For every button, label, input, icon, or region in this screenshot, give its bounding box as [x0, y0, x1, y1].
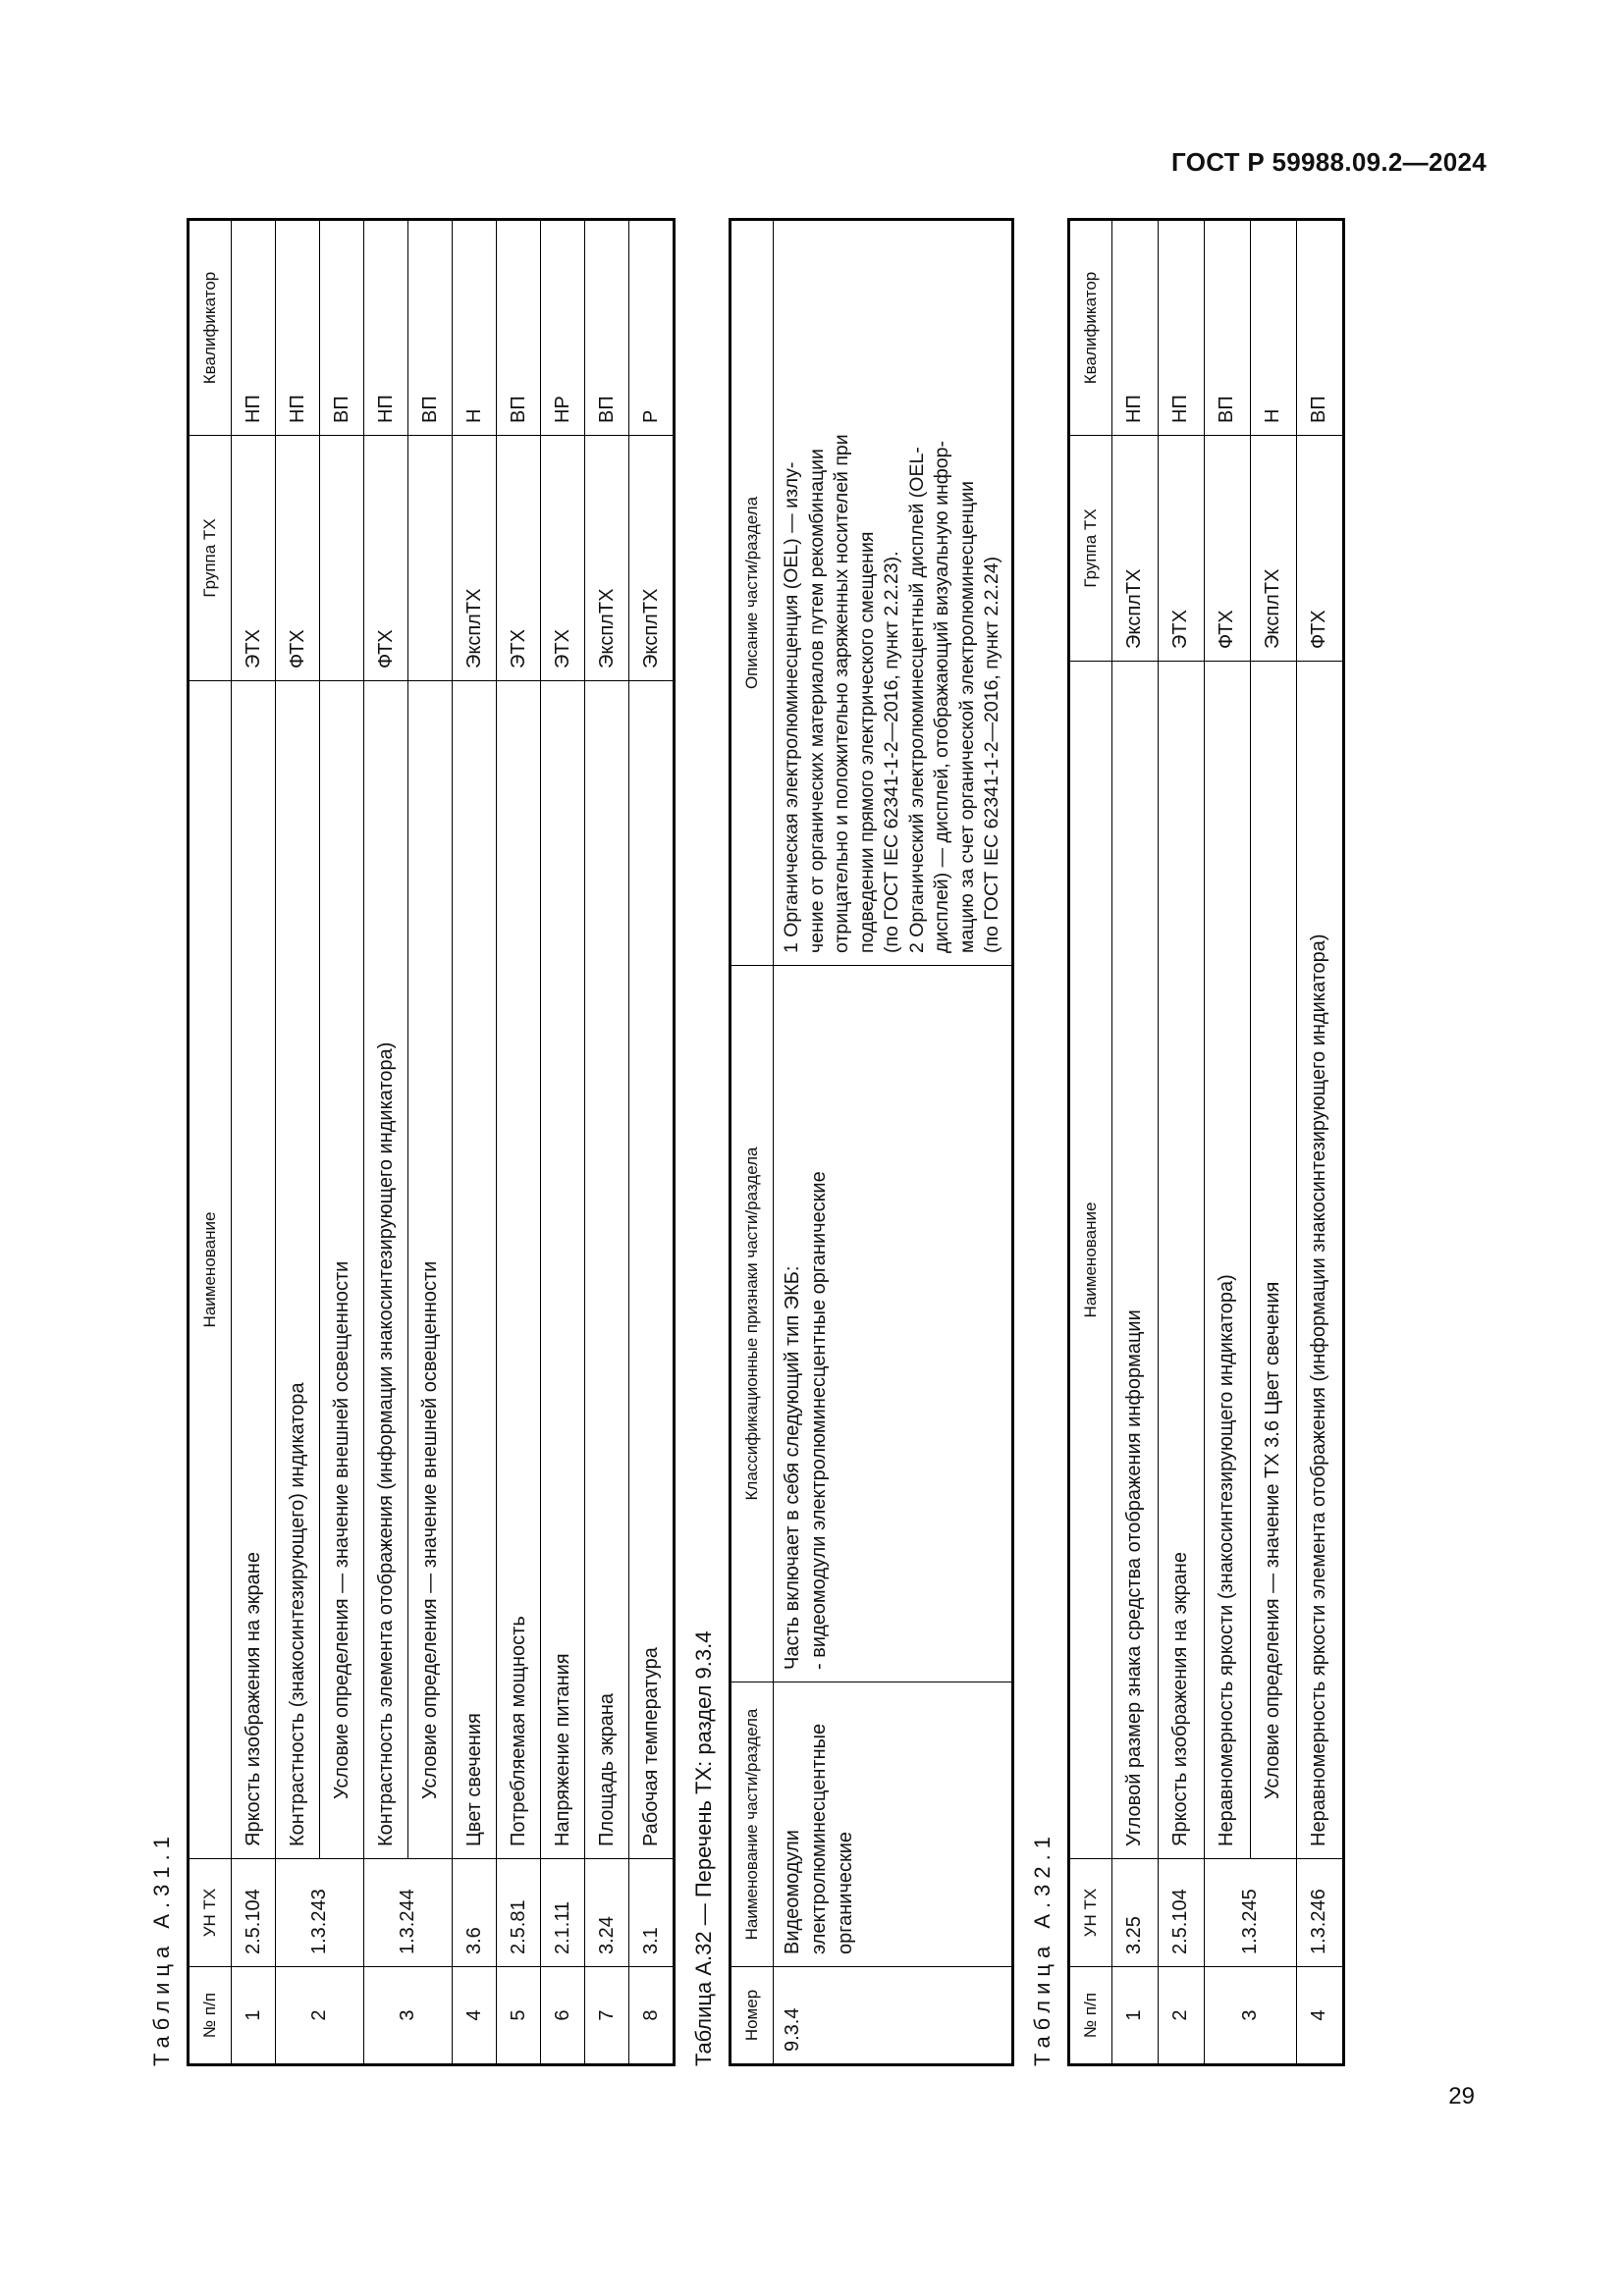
cell-num: 3	[1204, 1967, 1296, 2065]
table-row	[320, 220, 364, 2065]
col-header: № п/п	[189, 1967, 232, 2065]
table-row	[541, 220, 585, 2065]
document-code: ГОСТ Р 59988.09.2—2024	[1171, 147, 1487, 177]
cell-qual: НП	[1158, 220, 1204, 436]
cell-name: Яркость изображения на экране	[1158, 662, 1204, 1859]
table-row	[1111, 220, 1158, 2065]
cell-group: ФТХ	[276, 436, 320, 681]
cell-name: Неравномерность яркости элемента отображения (информации знакосинтезирующего индикатора)	[1296, 662, 1343, 1859]
col-header: Наименование	[189, 681, 232, 1859]
col-header: Номер	[731, 1967, 774, 2065]
cell-section-name: Видеомодули электролюминесцентные органические	[774, 1682, 1013, 1967]
table-row	[408, 220, 453, 2065]
col-header: Классификационные признаки части/раздела	[731, 966, 774, 1682]
cell-group	[408, 436, 453, 681]
description-line: дисплей) — дисплей, отображающий визуальную инфор-	[931, 441, 952, 953]
cell-num: 5	[497, 1967, 541, 2065]
table-a31-1-caption: Таблица А.31.1	[149, 1831, 174, 2066]
cell-name: Условие определения — значение ТХ 3.6 Цвет свечения	[1250, 662, 1296, 1859]
cell-group: ФТХ	[364, 436, 408, 681]
cell-num: 1	[1111, 1967, 1158, 2065]
cell-name: Неравномерность яркости (знакосинтезирующего индикатора)	[1204, 662, 1250, 1859]
col-header: Группа ТХ	[189, 436, 232, 681]
table-row	[232, 220, 276, 2065]
cell-un: 3.6	[453, 1859, 497, 1967]
table-row	[629, 220, 675, 2065]
cell-qual: ВП	[320, 220, 364, 436]
description-line: чение от органических материалов путем рекомбинации	[805, 449, 828, 953]
cell-name: Угловой размер знака средства отображения информации	[1111, 662, 1158, 1859]
table-a32-1	[1067, 218, 1345, 2066]
cell-num: 6	[541, 1967, 585, 2065]
cell-qual: НП	[232, 220, 276, 436]
table-row	[1296, 220, 1343, 2065]
table-row	[364, 220, 408, 2065]
col-header: Группа ТХ	[1068, 436, 1111, 662]
table-row	[276, 220, 320, 2065]
cell-qual: НП	[364, 220, 408, 436]
cell-qual: ВП	[585, 220, 629, 436]
col-header: Наименование	[1068, 662, 1111, 1859]
table-a32-1-caption: Таблица А.32.1	[1029, 1831, 1055, 2066]
col-header: Наименование части/раздела	[731, 1682, 774, 1967]
cell-group	[320, 436, 364, 681]
cell-group: ЭксплТХ	[1250, 436, 1296, 662]
table-a32	[729, 218, 1014, 2066]
cell-num: 2	[1158, 1967, 1204, 2065]
table-row	[497, 220, 541, 2065]
cell-num: 4	[1296, 1967, 1343, 2065]
cell-name: Условие определения — значение внешней освещенности	[320, 681, 364, 1859]
landscape-content	[147, 221, 1483, 2066]
table-a31-1	[187, 218, 676, 2066]
cell-qual: НП	[276, 220, 320, 436]
cell-qual: НП	[1111, 220, 1158, 436]
cell-num: 3	[364, 1967, 453, 2065]
cell-num: 2	[276, 1967, 364, 2065]
col-header: УН ТХ	[189, 1859, 232, 1967]
table-row	[585, 220, 629, 2065]
table-header-row	[731, 220, 774, 2065]
cell-name: Цвет свечения	[453, 681, 497, 1859]
col-header: Описание части/раздела	[731, 220, 774, 966]
cell-num: 7	[585, 1967, 629, 2065]
col-header: УН ТХ	[1068, 1859, 1111, 1967]
cell-features	[774, 966, 1013, 1682]
cell-qual: Р	[629, 220, 675, 436]
cell-un: 2.5.104	[1158, 1859, 1204, 1967]
table-row	[1204, 220, 1250, 2065]
cell-un: 3.1	[629, 1859, 675, 1967]
cell-group: ЭТХ	[1158, 436, 1204, 662]
cell-un: 1.3.245	[1204, 1859, 1296, 1967]
cell-group: ЭксплТХ	[629, 436, 675, 681]
col-header: № п/п	[1068, 1967, 1111, 2065]
cell-qual: Н	[1250, 220, 1296, 436]
cell-un: 3.24	[585, 1859, 629, 1967]
description-line: подведении прямого электрического смещения	[855, 531, 878, 953]
cell-qual: ВП	[497, 220, 541, 436]
cell-group: ЭТХ	[497, 436, 541, 681]
cell-un: 1.3.243	[276, 1859, 364, 1967]
cell-un: 1.3.244	[364, 1859, 453, 1967]
cell-name: Контрастность элемента отображения (информации знакосинтезирующего индикатора)	[364, 681, 408, 1859]
description-line: 2 Органический электролюминесцентный дисплей (OEL-	[905, 447, 928, 953]
description-line: (по ГОСТ IEC 62341-1-2—2016, пункт 2.2.24)	[981, 556, 1002, 953]
cell-name: Контрастность (знакосинтезирующего) индикатора	[276, 681, 320, 1859]
description-line: 1 Органическая электролюминесценция (OEL) — излу-	[781, 461, 802, 953]
cell-num: 4	[453, 1967, 497, 2065]
cell-un: 3.25	[1111, 1859, 1158, 1967]
cell-name: Напряжение питания	[541, 681, 585, 1859]
cell-group: ЭксплТХ	[453, 436, 497, 681]
cell-name: Площадь экрана	[585, 681, 629, 1859]
cell-qual: ВП	[1296, 220, 1343, 436]
description-line: мацию за счет органической электролюминесценции	[955, 481, 978, 953]
description-line: отрицательно и положительно заряженных носителей при	[831, 434, 852, 953]
cell-un: 2.1.11	[541, 1859, 585, 1967]
cell-group: ЭксплТХ	[585, 436, 629, 681]
col-header: Квалификатор	[1068, 220, 1111, 436]
table-row	[774, 220, 1013, 2065]
cell-name: Яркость изображения на экране	[232, 681, 276, 1859]
cell-un: 1.3.246	[1296, 1859, 1343, 1967]
table-row	[453, 220, 497, 2065]
page-number: 29	[1448, 2083, 1475, 2109]
table-row	[1250, 220, 1296, 2065]
table-header-row	[189, 220, 232, 2065]
cell-group: ЭТХ	[541, 436, 585, 681]
cell-name: Потребляемая мощность	[497, 681, 541, 1859]
cell-name: Рабочая температура	[629, 681, 675, 1859]
cell-qual: ВП	[1204, 220, 1250, 436]
cell-qual: НР	[541, 220, 585, 436]
table-row	[1158, 220, 1204, 2065]
cell-group: ЭТХ	[232, 436, 276, 681]
col-header: Квалификатор	[189, 220, 232, 436]
cell-num: 1	[232, 1967, 276, 2065]
features-line: Часть включает в себя следующий тип ЭКБ:	[782, 1265, 803, 1670]
cell-qual: Н	[453, 220, 497, 436]
cell-name: Условие определения — значение внешней освещенности	[408, 681, 453, 1859]
cell-group: ЭксплТХ	[1111, 436, 1158, 662]
features-line: - видеомодули электролюминесцентные органические	[808, 1171, 830, 1670]
cell-num: 8	[629, 1967, 675, 2065]
cell-qual: ВП	[408, 220, 453, 436]
cell-un: 2.5.81	[497, 1859, 541, 1967]
cell-group: ФТХ	[1296, 436, 1343, 662]
cell-un: 2.5.104	[232, 1859, 276, 1967]
table-header-row	[1068, 220, 1111, 2065]
cell-number: 9.3.4	[774, 1967, 1013, 2065]
cell-group: ФТХ	[1204, 436, 1250, 662]
description-line: (по ГОСТ IEC 62341-1-2—2016, пункт 2.2.23).	[881, 551, 902, 953]
table-a32-caption: Таблица А.32 — Перечень ТХ: раздел 9.3.4	[691, 1630, 716, 2066]
cell-description	[774, 220, 1013, 966]
